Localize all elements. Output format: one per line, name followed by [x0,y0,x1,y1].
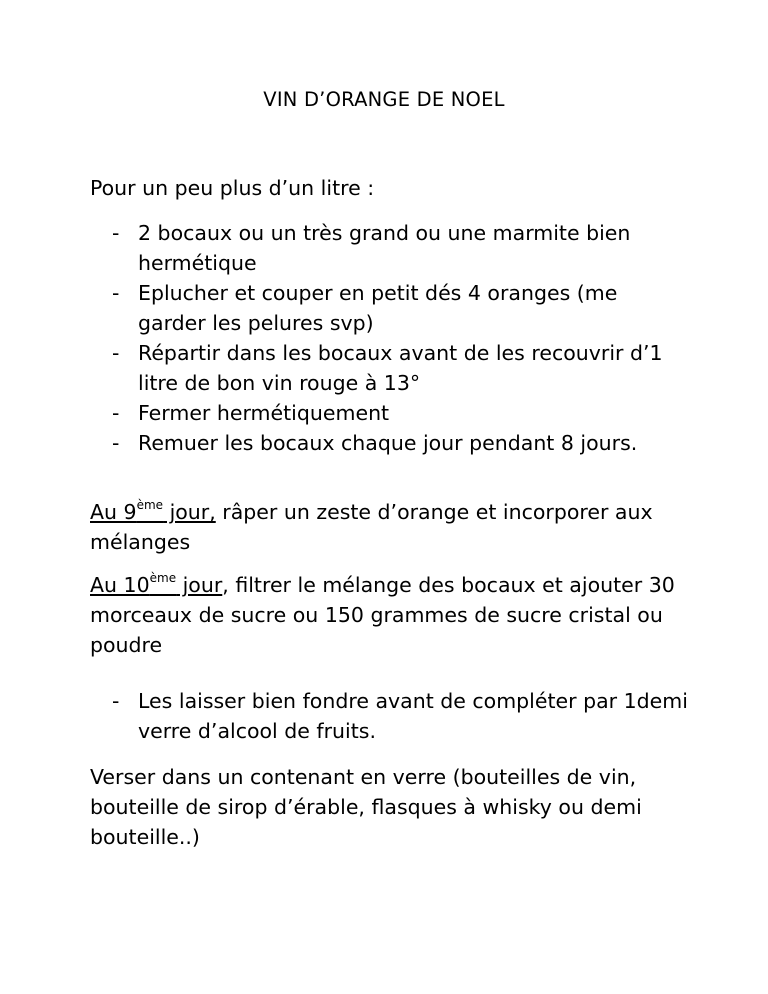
list-item [90,278,690,338]
intro-line: Pour un peu plus d’un litre : [90,176,375,200]
dash-bullet: - [112,689,120,713]
day-9-superscript: ème [136,498,164,512]
list-item [90,398,690,428]
day-10-paragraph [90,570,680,660]
closing-paragraph: Verser dans un contenant en verre (bouteilles de vin, bouteille de sirop d’érable, flasques à whisky ou demi bouteille..) [90,765,642,849]
day-10-number: Au 10 [90,573,150,597]
dash-bullet: - [112,431,120,455]
day-9-word: jour, [163,500,216,524]
list-item [90,338,690,398]
day-10-text: , filtrer le mélange des bocaux et ajouter 30 morceaux de sucre ou 150 grammes de sucre cristal ou poudre [90,573,675,657]
dash-bullet: - [112,341,120,365]
day-9-text: râper un zeste d’orange et incorporer aux mélanges [90,500,653,554]
dash-bullet: - [112,281,120,305]
dash-bullet: - [112,401,120,425]
recipe-title: VIN D’ORANGE DE NOEL [263,88,505,111]
day-10-prefix [90,573,222,597]
steps-list-second [90,686,690,746]
list-item [90,686,690,746]
day-10-superscript: ème [149,571,177,585]
dash-bullet: - [112,221,120,245]
list-item-text: Eplucher et couper en petit dés 4 oranges (me garder les pelures svp) [138,281,618,335]
list-item-text: Répartir dans les bocaux avant de les recouvrir d’1 litre de bon vin rouge à 13° [138,341,663,395]
day-10-word: jour [176,573,223,597]
day-9-paragraph [90,497,680,557]
list-item [90,428,690,458]
day-9-prefix [90,500,216,524]
steps-list-first [90,218,690,458]
list-item [90,218,690,278]
list-item-text: Les laisser bien fondre avant de compléter par 1demi verre d’alcool de fruits. [138,689,688,743]
list-item-text: Remuer les bocaux chaque jour pendant 8 jours. [138,431,638,455]
day-9-number: Au 9 [90,500,137,524]
list-item-text: 2 bocaux ou un très grand ou une marmite bien hermétique [138,221,631,275]
list-item-text: Fermer hermétiquement [138,401,390,425]
